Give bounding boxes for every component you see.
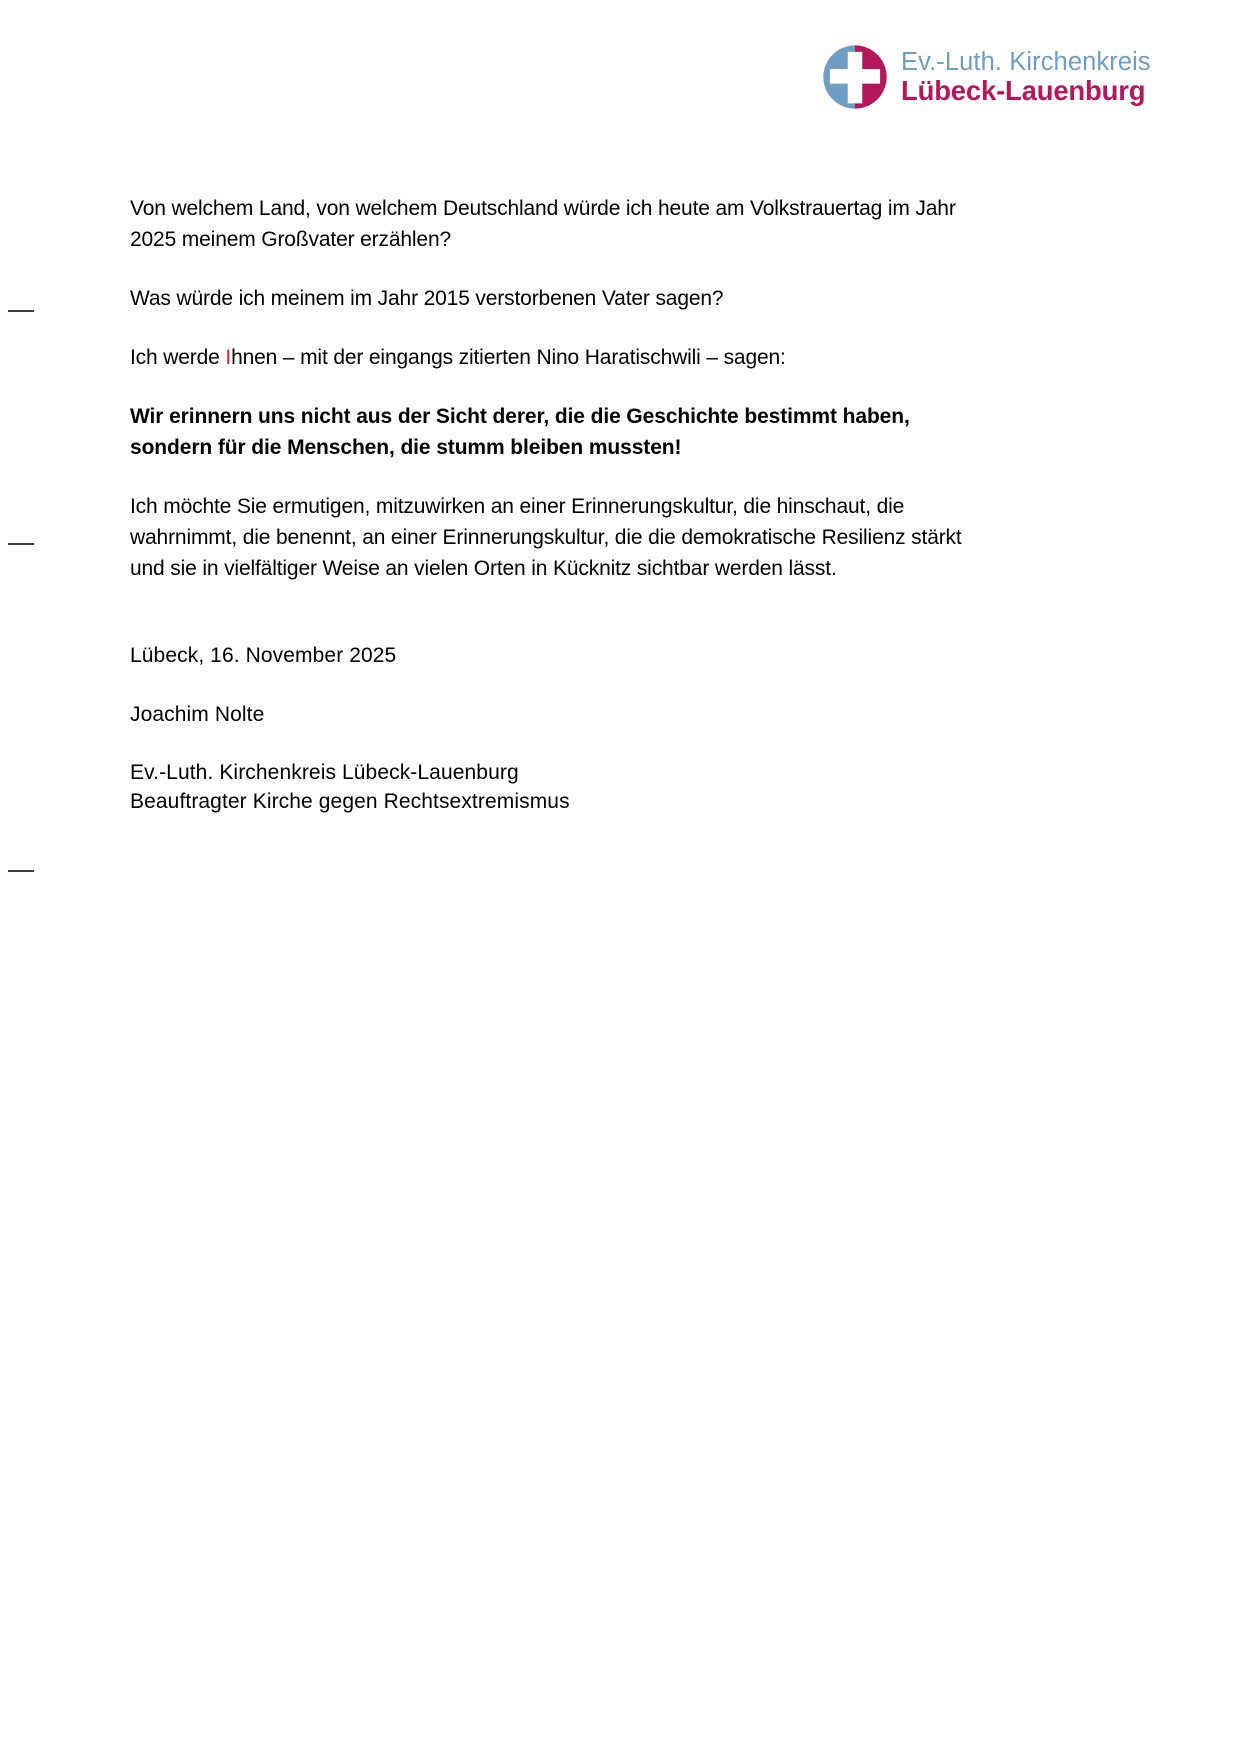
kirchenkreis-cross-circle-logo-icon <box>822 44 888 110</box>
body-paragraph-1: Von welchem Land, von welchem Deutschland würde ich heute am Volkstrauertag im Jahr 2025 meinem Großvater erzählen? <box>130 197 956 251</box>
signature-role: Beauftragter Kirche gegen Rechtsextremismus <box>130 790 570 813</box>
logo-wordmark <box>901 47 1151 106</box>
signature-block <box>130 641 830 816</box>
organization-logo <box>822 44 1151 110</box>
logo-wordmark-line2: Lübeck-Lauenburg <box>901 75 1146 106</box>
body-paragraph-3-suffix: hnen – mit der eingangs zitierten Nino Haratischwili – sagen: <box>231 346 786 369</box>
body-paragraph-5: Ich möchte Sie ermutigen, mitzuwirken an einer Erinnerungskultur, die hinschaut, die wahrnimmt, die benennt, an einer Erinnerungskultur, die die demokratische Resilienz stärkt und sie in vielfältiger Weise an vielen Orten in Kücknitz sichtbar werden lässt. <box>130 495 962 580</box>
margin-tick-mark <box>8 310 34 312</box>
signature-name: Joachim Nolte <box>130 703 265 726</box>
margin-tick-mark <box>8 543 34 545</box>
letter-body <box>130 193 990 584</box>
body-paragraph-3-accent-letter: I <box>225 346 232 369</box>
body-paragraph-2: Was würde ich meinem im Jahr 2015 verstorbenen Vater sagen? <box>130 287 724 310</box>
signature-place-date: Lübeck, 16. November 2025 <box>130 644 397 667</box>
margin-tick-mark <box>8 870 34 872</box>
body-paragraph-4-quote: Wir erinnern uns nicht aus der Sicht derer, die die Geschichte bestimmt haben, sondern für die Menschen, die stumm bleiben mussten! <box>130 405 910 459</box>
logo-wordmark-line1: Ev.-Luth. Kirchenkreis <box>901 47 1151 76</box>
body-paragraph-3 <box>130 342 990 373</box>
body-paragraph-3-prefix: Ich werde <box>130 346 226 369</box>
signature-organization: Ev.-Luth. Kirchenkreis Lübeck-Lauenburg <box>130 761 519 784</box>
